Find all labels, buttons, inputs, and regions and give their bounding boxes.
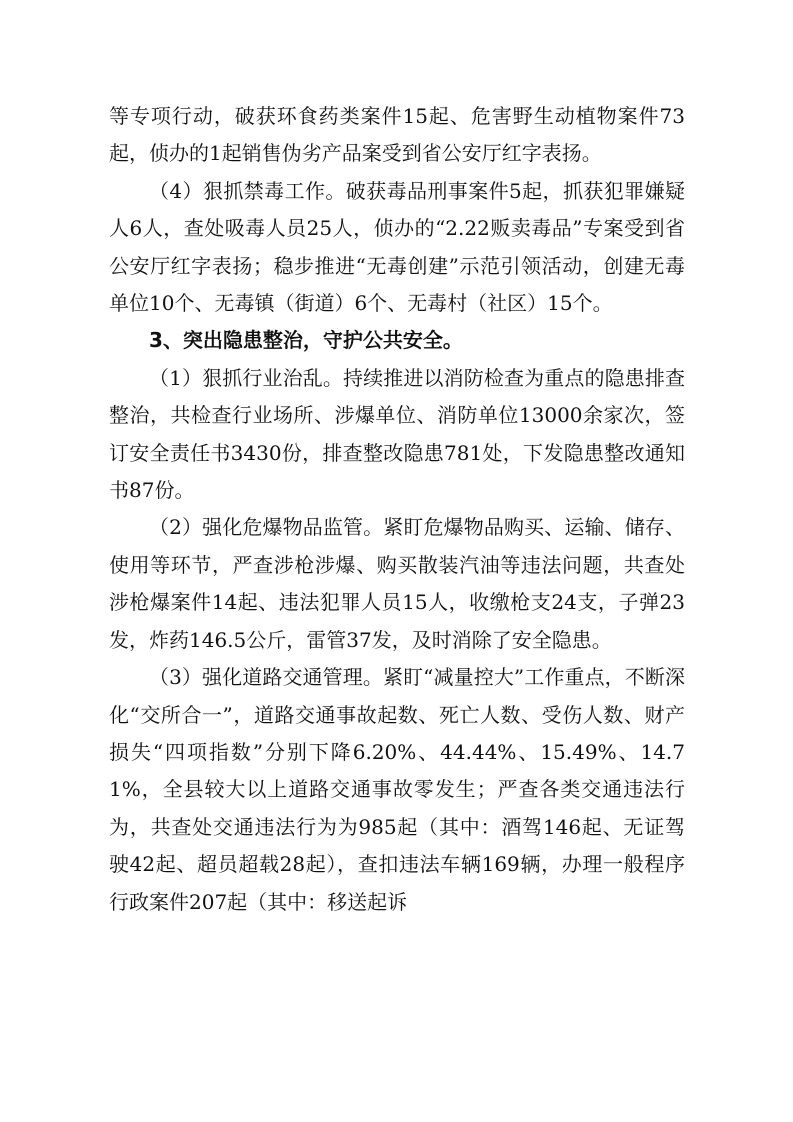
paragraph-industry-governance: （1）狠抓行业治乱。持续推进以消防检查为重点的隐患排查整治，共检查行业场所、涉爆单位、消防单位13000余家次，签订安全责任书3430份，排查整改隐患781处，下发隐患整改通知书87份。 (109, 365, 685, 503)
section-heading: 3、突出隐患整治，守护公共安全。 (149, 328, 463, 353)
paragraph-hazardous-materials: （2）强化危爆物品监管。紧盯危爆物品购买、运输、储存、使用等环节，严查涉枪涉爆、购买散装汽油等违法问题，共查处涉枪爆案件14起、违法犯罪人员15人，收缴枪支24支，子弹23发，炸药146.5公斤，雷管37发，及时消除了安全隐患。 (109, 515, 685, 652)
document-body (109, 98, 685, 921)
paragraph-road-traffic: （3）强化道路交通管理。紧盯“减量控大”工作重点，不断深化“交所合一”，道路交通事故起数、死亡人数、受伤人数、财产损失“四项指数”分别下降6.20%、44.44%、15.49%、14.71%，全县较大以上道路交通事故零发生；严查各类交通违法行为，共查处交通违法行为为985起（其中：酒驾146起、无证驾驶42起、超员超载28起），查扣违法车辆169辆，办理一般程序行政案件207起（其中：移送起诉 (109, 665, 685, 914)
paragraph-anti-drug: （4）狠抓禁毒工作。破获毒品刑事案件5起，抓获犯罪嫌疑人6人，查处吸毒人员25人，侦办的“2.22贩卖毒品”专案受到省公安厅红字表扬；稳步推进“无毒创建”示范引领活动，创建无毒单位10个、无毒镇（街道）6个、无毒村（社区）15个。 (109, 178, 685, 316)
paragraph-continuation: 等专项行动，破获环食药类案件15起、危害野生动植物案件73起，侦办的1起销售伪劣产品案受到省公安厅红字表扬。 (109, 104, 685, 166)
